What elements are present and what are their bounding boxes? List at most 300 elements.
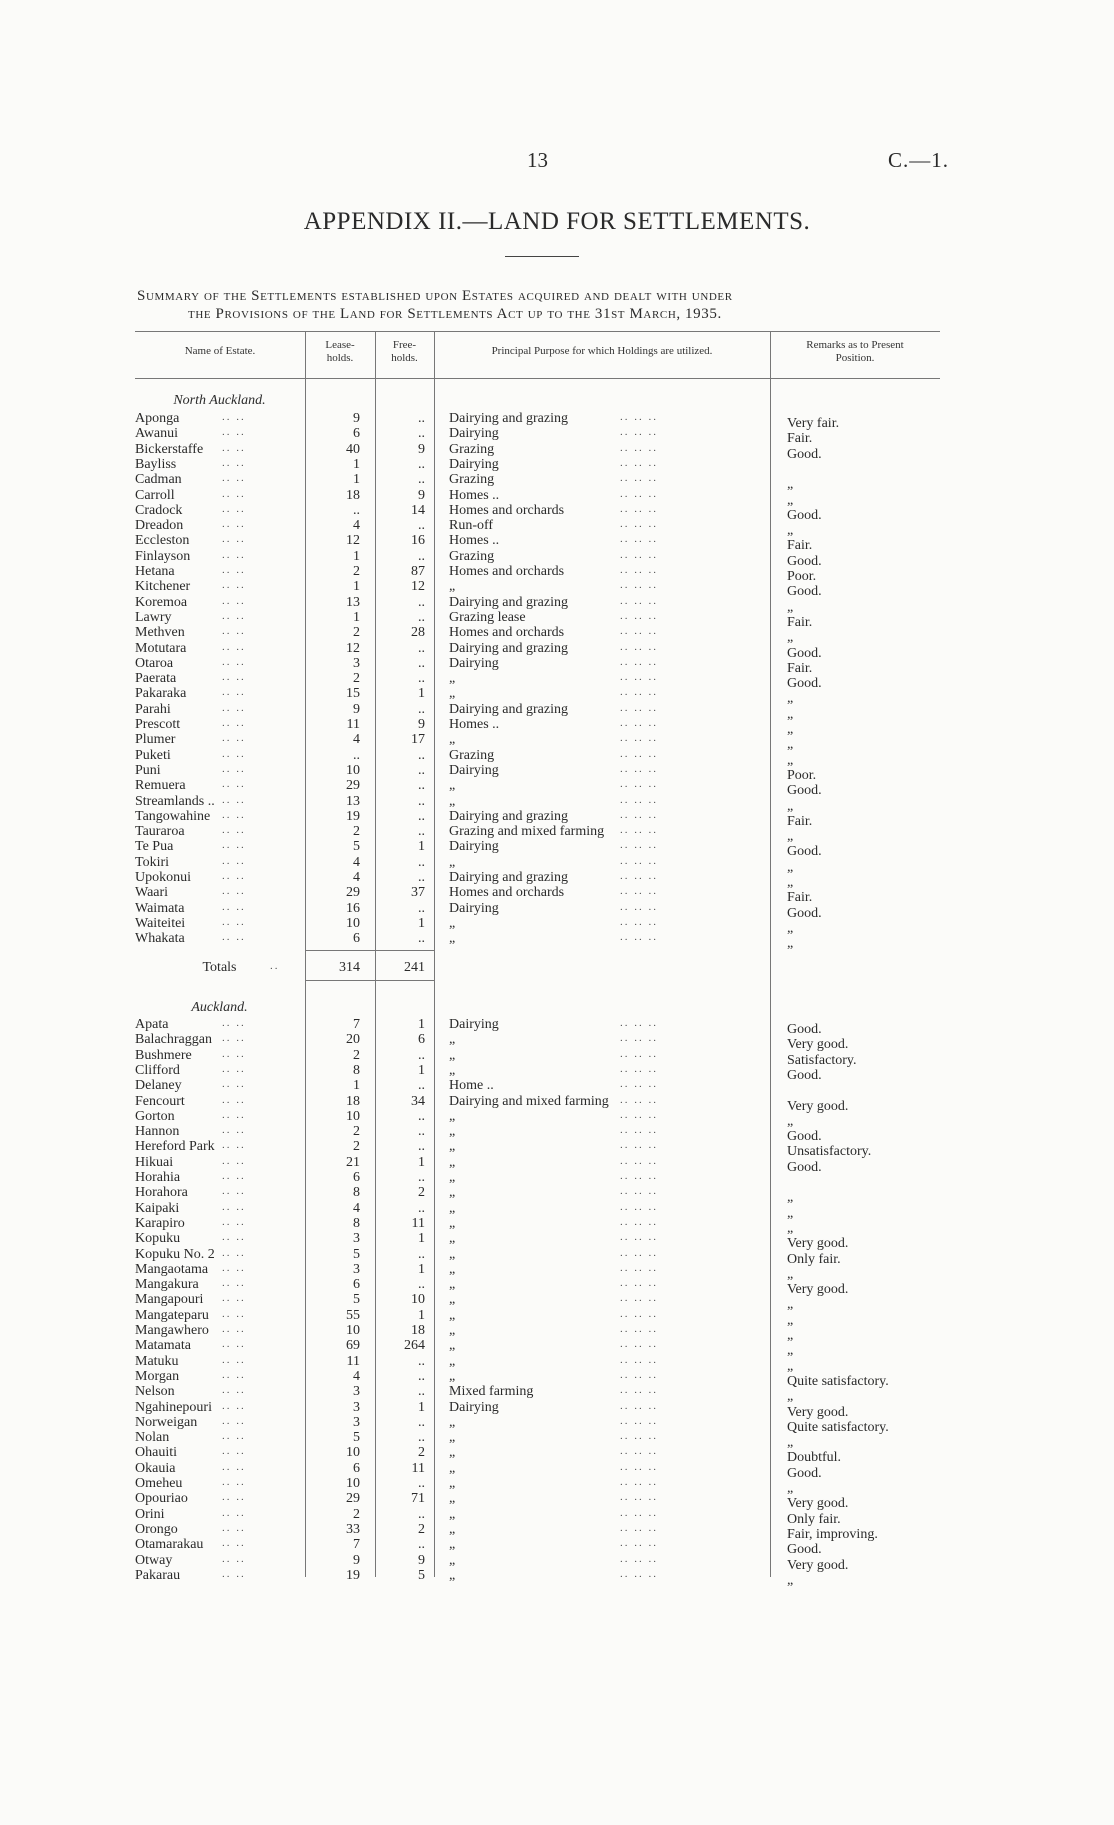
leaseholds-value: 9 [353,701,360,717]
name-leaders: .. .. [222,1277,246,1290]
column-divider-1 [305,331,306,1577]
name-leaders: .. .. [222,1246,246,1259]
totals-leaders: .. [270,960,280,972]
name-leaders: .. .. [222,1124,246,1137]
column-header-lease-1: Lease- [325,339,355,351]
estate-name: Mangawhero [135,1323,209,1338]
purpose-leaders: .. .. .. [620,1139,658,1152]
estate-name: Bushmere [135,1047,192,1063]
estate-name: Waimata [135,900,185,916]
purpose-text: „ [449,1108,456,1124]
purpose-text: Homes and orchards [449,625,565,641]
leaseholds-value: 3 [353,1384,360,1400]
purpose-leaders: .. .. .. [620,1552,658,1565]
purpose-text: „ [449,1246,456,1262]
purpose-text: Dairying and grazing [449,870,568,885]
column-divider-3 [434,331,435,1577]
purpose-leaders: .. .. .. [620,931,658,944]
leaseholds-value: 21 [346,1154,360,1170]
remark-text: Good. [787,446,822,462]
remark-text: „ [787,477,794,493]
remark-text: „ [787,1190,794,1206]
purpose-text: „ [449,1185,456,1201]
purpose-text: „ [449,1124,456,1140]
name-leaders: .. .. [222,411,246,423]
freeholds-value: .. [418,594,425,610]
purpose-text: Dairying [449,1017,499,1032]
freeholds-value: 1 [418,1261,425,1277]
purpose-leaders: .. .. .. [620,472,658,485]
estate-name: Pakaraka [135,686,187,702]
remark-text: Fair. [787,538,813,554]
remark-text: „ [787,599,794,615]
purpose-leaders: .. .. .. [620,487,658,500]
purpose-leaders: .. .. .. [620,1185,658,1198]
purpose-text: Homes .. [449,717,500,732]
freeholds-value: .. [418,762,425,778]
leaseholds-value: 2 [353,564,360,579]
freeholds-value: 16 [411,533,425,549]
leaseholds-value: 33 [346,1521,360,1537]
totals-label: Totals [202,960,237,975]
freeholds-value: 37 [411,885,425,901]
purpose-leaders: .. .. .. [620,640,658,653]
name-leaders: .. .. [222,1537,246,1550]
name-leaders: .. .. [222,1154,246,1167]
name-leaders: .. .. [222,609,246,622]
purpose-leaders: .. .. .. [620,824,658,837]
name-leaders: .. .. [222,1460,246,1473]
freeholds-value: .. [418,1170,425,1185]
subtitle-line-1: Summary of the Settlements established upon Estates acquired and dealt with under [137,288,733,304]
remark-text: „ [787,737,794,753]
purpose-text: „ [449,732,456,748]
estate-name: Mangakura [135,1277,199,1293]
remark-text: Good. [787,1129,822,1145]
freeholds-value: 9 [418,487,425,503]
purpose-text: „ [449,778,456,794]
freeholds-value: 1 [418,1399,425,1415]
estate-name: Carroll [135,487,175,503]
name-leaders: .. .. [222,1200,246,1213]
remark-text: „ [787,1220,794,1236]
leaseholds-value: 69 [346,1338,360,1354]
name-leaders: .. .. [222,870,246,882]
name-leaders: .. .. [222,533,246,546]
purpose-leaders: .. .. .. [620,1093,658,1106]
name-leaders: .. .. [222,854,246,867]
purpose-leaders: .. .. .. [620,1277,658,1290]
purpose-leaders: .. .. .. [620,1246,658,1259]
remark-text: „ [787,1435,794,1451]
purpose-leaders: .. .. .. [620,885,658,898]
purpose-leaders: .. .. .. [620,1108,658,1121]
leaseholds-value: 1 [353,1078,360,1094]
remark-text: Good. [787,1067,822,1083]
estate-name: Mangateparu [135,1307,209,1323]
name-leaders: .. .. [222,518,246,531]
name-leaders: .. .. [222,671,246,684]
purpose-leaders: .. .. .. [620,1323,658,1335]
section-heading: North Auckland. [173,393,266,408]
name-leaders: .. .. [222,762,246,775]
freeholds-value: .. [418,426,425,442]
name-leaders: .. .. [222,1368,246,1381]
name-leaders: .. .. [222,1384,246,1397]
leaseholds-value: 2 [353,1124,360,1140]
name-leaders: .. .. [222,1292,246,1305]
purpose-text: „ [449,1445,456,1461]
purpose-text: Homes and orchards [449,502,565,518]
estate-name: Otaroa [135,655,174,671]
leaseholds-value: 2 [353,824,360,840]
purpose-text: Home .. [449,1078,494,1094]
freeholds-value: 9 [418,1552,425,1568]
purpose-text: Dairying and grazing [449,701,568,717]
remark-text: Unsatisfactory. [787,1144,872,1160]
freeholds-value: .. [418,1368,425,1384]
name-leaders: .. .. [222,1261,246,1274]
freeholds-value: .. [418,1200,425,1216]
name-leaders: .. .. [222,1323,246,1335]
estate-name: Remuera [135,778,186,794]
purpose-leaders: .. .. .. [620,778,658,791]
remark-text: Good. [787,645,822,661]
name-leaders: .. .. [222,1414,246,1427]
column-header-remarks-1: Remarks as to Present [806,339,904,351]
remark-text: „ [787,859,794,875]
purpose-text: Dairying [449,456,499,472]
remark-text: „ [787,630,794,646]
purpose-text: Dairying and grazing [449,808,568,824]
name-leaders: .. .. [222,426,246,439]
estate-name: Matuku [135,1353,179,1369]
purpose-text: „ [449,1567,456,1583]
name-leaders: .. .. [222,1399,246,1412]
remark-text: Fair. [787,813,813,829]
freeholds-value: .. [418,518,425,534]
name-leaders: .. .. [222,885,246,898]
purpose-text: „ [449,1521,456,1537]
name-leaders: .. .. [222,793,246,806]
purpose-text: „ [449,1368,456,1384]
name-leaders: .. .. [222,717,246,729]
purpose-leaders: .. .. .. [620,1200,658,1213]
purpose-leaders: .. .. .. [620,1292,658,1305]
name-leaders: .. .. [222,839,246,852]
page-number: 13 [527,148,548,172]
purpose-leaders: .. .. .. [620,1384,658,1397]
remark-text: „ [787,523,794,539]
purpose-text: Dairying [449,426,499,442]
purpose-leaders: .. .. .. [620,671,658,684]
leaseholds-value: 9 [353,1552,360,1568]
estate-name: Lawry [135,609,172,625]
purpose-text: „ [449,1062,456,1078]
estate-name: Hereford Park [135,1139,215,1155]
purpose-leaders: .. .. .. [620,518,658,531]
purpose-leaders: .. .. .. [620,564,658,576]
freeholds-value: .. [418,1078,425,1094]
freeholds-value: .. [418,870,425,885]
remark-text: Very good. [787,1404,849,1420]
purpose-leaders: .. .. .. [620,579,658,592]
remark-text: Good. [787,1022,822,1037]
freeholds-value: 17 [411,732,425,748]
remark-text: Doubtful. [787,1450,842,1466]
purpose-leaders: .. .. .. [620,548,658,561]
freeholds-value: .. [418,1047,425,1063]
freeholds-value: .. [418,747,425,763]
freeholds-value: 1 [418,1307,425,1323]
purpose-text: Dairying [449,1399,499,1415]
remark-text: Good. [787,1542,822,1558]
name-leaders: .. .. [222,915,246,928]
leaseholds-value: 10 [346,915,360,931]
purpose-text: „ [449,671,456,687]
remark-text: „ [787,1266,794,1282]
estate-name: Kopuku [135,1231,181,1247]
leaseholds-value: 5 [353,1430,360,1446]
remark-text: Good. [787,844,822,860]
name-leaders: .. .. [222,472,246,485]
name-leaders: .. .. [222,931,246,944]
estate-name: Ngahinepouri [135,1399,212,1415]
estate-name: Omeheu [135,1476,183,1491]
freeholds-value: .. [418,609,425,625]
freeholds-value: 1 [418,915,425,931]
leaseholds-value: 1 [353,548,360,564]
freeholds-value: .. [418,701,425,717]
purpose-leaders: .. .. .. [620,793,658,806]
freeholds-value: .. [418,472,425,488]
remark-text: „ [787,920,794,936]
remark-text: Poor. [787,569,817,584]
estate-name: Ohauiti [135,1445,177,1461]
leaseholds-value: 1 [353,579,360,595]
leaseholds-value: 4 [353,1200,360,1216]
purpose-text: „ [449,931,456,947]
estate-name: Clifford [135,1062,180,1078]
name-leaders: .. .. [222,1552,246,1565]
remark-text: Good. [787,905,822,921]
leaseholds-value: 19 [346,1567,360,1583]
column-header-free-1: Free- [392,339,417,351]
freeholds-value: .. [418,1139,425,1155]
name-leaders: .. .. [222,1338,246,1351]
name-leaders: .. .. [222,1231,246,1244]
estate-name: Fencourt [135,1093,185,1109]
purpose-text: „ [449,1047,456,1063]
totals-freeholds: 241 [404,960,425,975]
purpose-leaders: .. .. .. [620,1124,658,1137]
purpose-text: „ [449,1277,456,1293]
estate-name: Cadman [135,472,182,488]
leaseholds-value: 3 [353,1414,360,1430]
purpose-text: Dairying [449,655,499,671]
remark-text: Very good. [787,1236,849,1252]
leaseholds-value: 1 [353,472,360,488]
leaseholds-value: 3 [353,1399,360,1415]
remark-text: „ [787,691,794,707]
freeholds-value: .. [418,931,425,947]
estate-name: Balachraggan [135,1032,212,1048]
remark-text: Poor. [787,767,817,783]
leaseholds-value: 18 [346,1093,360,1109]
purpose-leaders: .. .. .. [620,1062,658,1075]
name-leaders: .. .. [222,778,246,791]
purpose-text: Dairying [449,839,499,855]
column-header-remarks-2: Position. [835,352,875,364]
remark-text: Very good. [787,1496,849,1512]
freeholds-value: .. [418,1124,425,1140]
leaseholds-value: 6 [353,1277,360,1293]
name-leaders: .. .. [222,1430,246,1443]
remark-text: Good. [787,1465,822,1481]
estate-name: Orongo [135,1521,178,1537]
estate-name: Mangaotama [135,1261,209,1277]
purpose-leaders: .. .. .. [620,1491,658,1504]
leaseholds-value: 4 [353,1368,360,1384]
leaseholds-value: 3 [353,1231,360,1247]
estate-name: Puni [135,762,161,778]
freeholds-value: .. [418,900,425,916]
leaseholds-value: 2 [353,1139,360,1155]
remark-text: „ [787,722,794,737]
name-leaders: .. .. [222,686,246,699]
section-heading: Auckland. [191,1000,248,1015]
leaseholds-value: 6 [353,931,360,947]
purpose-leaders: .. .. .. [620,1353,658,1366]
name-leaders: .. .. [222,625,246,638]
remark-text: „ [787,752,794,768]
purpose-text: „ [449,1200,456,1216]
purpose-leaders: .. .. .. [620,854,658,867]
purpose-leaders: .. .. .. [620,1445,658,1458]
leaseholds-value: 15 [346,686,360,702]
name-leaders: .. .. [222,1521,246,1534]
estate-name: Karapiro [135,1215,185,1231]
purpose-text: „ [449,1032,456,1048]
purpose-leaders: .. .. .. [620,1154,658,1167]
freeholds-value: 1 [418,1062,425,1078]
estate-name: Puketi [135,747,171,763]
freeholds-value: .. [418,1430,425,1446]
freeholds-value: 1 [418,1154,425,1170]
purpose-leaders: .. .. .. [620,1231,658,1244]
freeholds-value: .. [418,1537,425,1553]
leaseholds-value: 4 [353,870,360,885]
estate-name: Horahia [135,1170,181,1185]
leaseholds-value: 10 [346,1323,360,1338]
remark-text: „ [787,1113,794,1129]
purpose-leaders: .. .. .. [620,609,658,622]
name-leaders: .. .. [222,1353,246,1366]
leaseholds-value: 19 [346,808,360,824]
estate-name: Eccleston [135,533,190,549]
purpose-text: Grazing [449,548,495,564]
remark-text: Very good. [787,1557,849,1573]
estate-name: Opouriao [135,1491,188,1507]
name-leaders: .. .. [222,548,246,561]
purpose-text: „ [449,1292,456,1308]
remark-text: „ [787,798,794,814]
purpose-leaders: .. .. .. [620,441,658,454]
remark-text: Satisfactory. [787,1052,857,1068]
remark-text: Fair. [787,431,813,447]
leaseholds-value: 10 [346,1476,360,1491]
freeholds-value: 1 [418,839,425,855]
leaseholds-value: 10 [346,1445,360,1461]
leaseholds-value: 4 [353,518,360,534]
name-leaders: .. .. [222,564,246,576]
purpose-text: „ [449,1491,456,1507]
freeholds-value: .. [418,1506,425,1522]
leaseholds-value: 18 [346,487,360,503]
purpose-text: „ [449,1460,456,1476]
column-divider-4 [770,331,771,1577]
remark-text: Good. [787,507,822,523]
estate-name: Plumer [135,732,176,748]
purpose-leaders: .. .. .. [620,1032,658,1045]
purpose-leaders: .. .. .. [620,1506,658,1519]
estate-name: Awanui [135,426,179,442]
remark-text: Good. [787,676,822,692]
estate-name: Dreadon [135,518,184,534]
freeholds-value: 5 [418,1567,425,1583]
purpose-text: Grazing [449,441,495,457]
purpose-leaders: .. .. .. [620,1307,658,1320]
estate-name: Finlayson [135,548,191,564]
purpose-text: Dairying and grazing [449,411,568,426]
estate-name: Waiteitei [135,915,186,931]
purpose-leaders: .. .. .. [620,870,658,882]
freeholds-value: 18 [411,1323,425,1338]
leaseholds-value: 2 [353,625,360,641]
name-leaders: .. .. [222,1491,246,1504]
freeholds-value: .. [418,778,425,794]
leaseholds-value: 29 [346,885,360,901]
purpose-text: Dairying [449,900,499,916]
name-leaders: .. .. [222,1185,246,1198]
estate-name: Delaney [135,1078,182,1094]
estate-name: Parahi [135,701,171,717]
purpose-leaders: .. .. .. [620,915,658,928]
leaseholds-value: 2 [353,1047,360,1063]
estate-name: Morgan [135,1368,180,1384]
remark-text: „ [787,1312,794,1328]
totals-leaseholds: 314 [339,960,360,975]
freeholds-value: .. [418,1384,425,1400]
name-leaders: .. .. [222,1170,246,1182]
purpose-text: „ [449,1537,456,1553]
purpose-text: „ [449,793,456,809]
freeholds-value: .. [418,1353,425,1369]
leaseholds-value: 10 [346,1108,360,1124]
remark-text: Fair. [787,660,813,676]
remark-text: „ [787,1572,794,1588]
purpose-leaders: .. .. .. [620,1399,658,1412]
name-leaders: .. .. [222,487,246,500]
estate-name: Methven [135,625,185,641]
page-title: APPENDIX II.—LAND FOR SETTLEMENTS. [303,208,811,235]
name-leaders: .. .. [222,1047,246,1060]
purpose-text: Homes and orchards [449,885,565,901]
estate-name: Motutara [135,640,187,656]
purpose-leaders: .. .. .. [620,594,658,607]
remark-text: „ [787,1297,794,1313]
estate-name: Nolan [135,1430,170,1446]
